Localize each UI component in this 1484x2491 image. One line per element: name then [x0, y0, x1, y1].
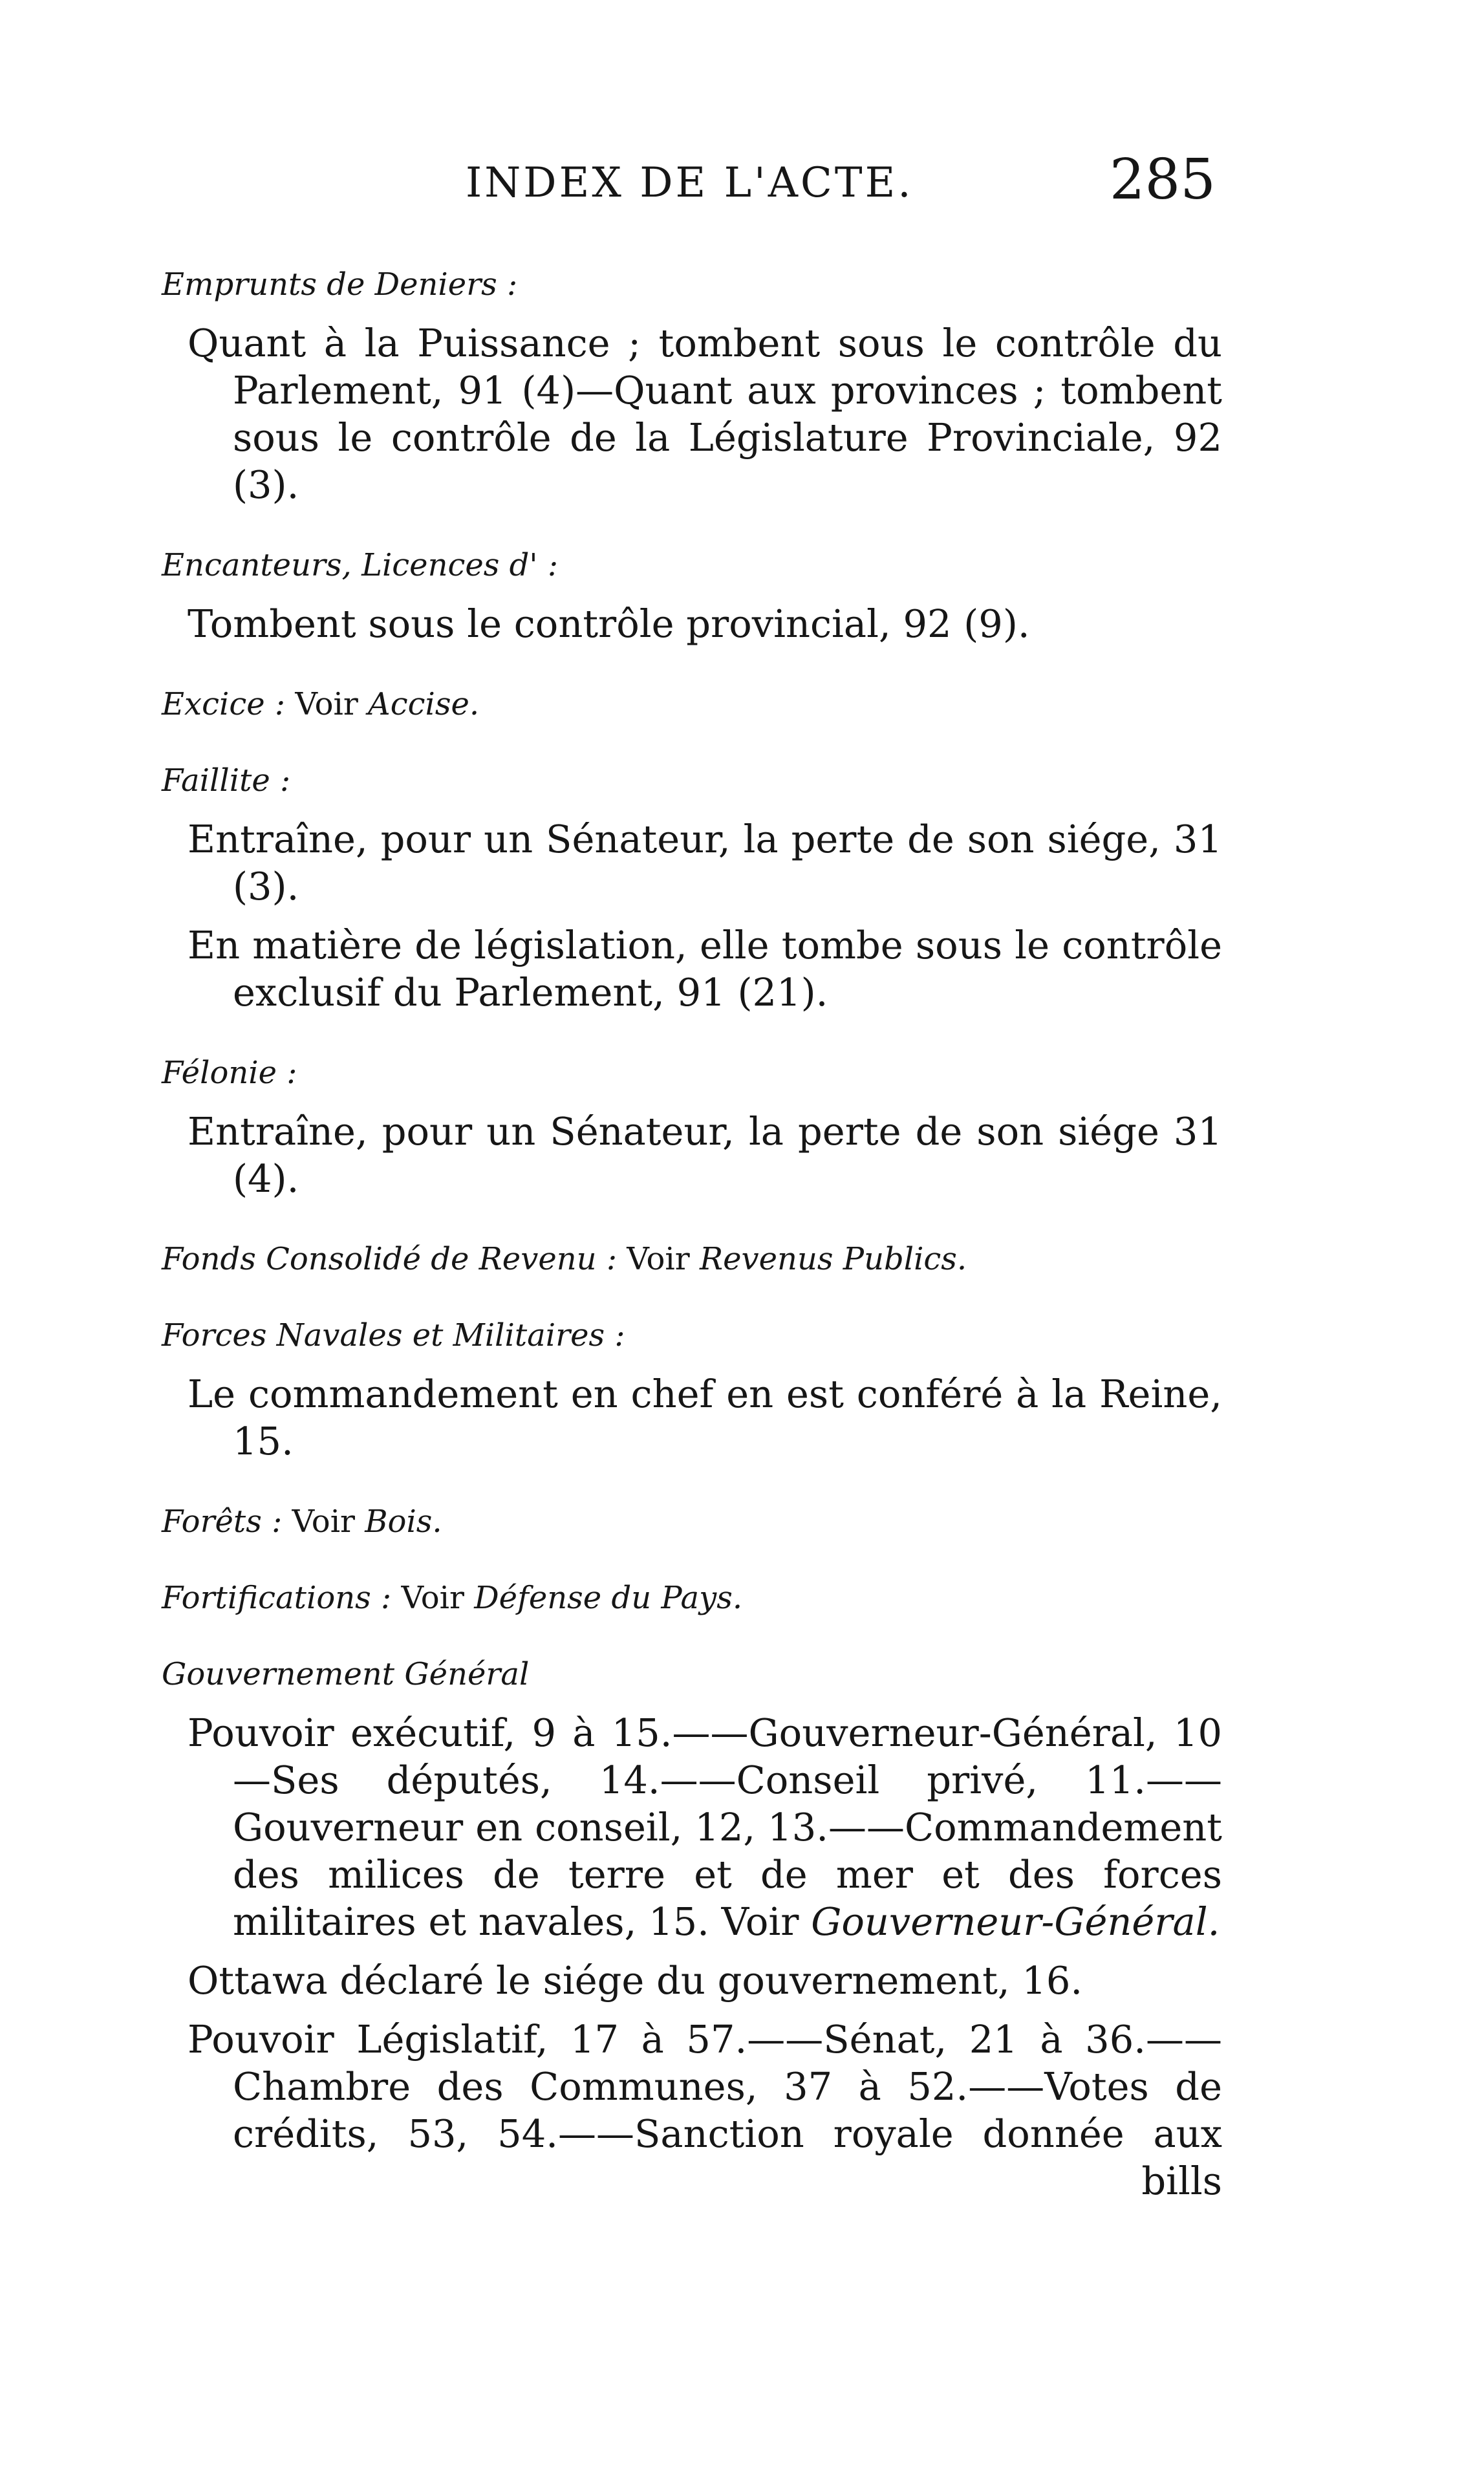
- entry-text: En matière de législation, elle tombe sous le contrôle exclusif du Parlement, 91 (21).: [188, 923, 1222, 1015]
- entry-text: Quant à la Puissance ; tombent sous le contrôle du Parlement, 91 (4)—Quant aux provinces ; tombent sous le contrôle de la Législature Provinciale, 92 (3).: [188, 321, 1222, 507]
- entry-heading: Gouvernement Général: [162, 1656, 530, 1692]
- entry-text: Entraîne, pour un Sénateur, la perte de son siége 31 (4).: [188, 1109, 1222, 1201]
- index-entry-felonie: [162, 1053, 1222, 1202]
- entry-heading-with-reference: [162, 1502, 1222, 1541]
- see-reference-prefix: Voir: [627, 1241, 690, 1277]
- entry-text: [162, 1709, 1222, 1945]
- entry-heading: Emprunts de Deniers :: [162, 266, 518, 303]
- see-reference-target: Bois.: [365, 1504, 442, 1540]
- see-reference-target: Défense du Pays.: [474, 1580, 743, 1616]
- see-reference-prefix: Voir: [292, 1504, 355, 1540]
- entry-heading: Encanteurs, Licences d' :: [162, 547, 559, 583]
- index-entry-forets: [162, 1502, 1222, 1541]
- index-entry-encanteurs: [162, 546, 1222, 647]
- entry-heading-with-reference: [162, 1240, 1222, 1278]
- see-reference-prefix: Voir: [401, 1580, 464, 1616]
- entry-text: Pouvoir Législatif, 17 à 57.——Sénat, 21 à 36.—— Chambre des Communes, 37 à 52.——Votes de crédits, 53, 54.——Sanction royale donnée aux bills: [188, 2017, 1222, 2203]
- index-entry-gouvernement-general: [162, 1655, 1222, 2205]
- see-reference-target: Accise.: [368, 686, 480, 722]
- entry-heading: Excice :: [162, 686, 286, 722]
- entry-text: Le commandement en chef en est conféré à la Reine, 15.: [188, 1372, 1222, 1463]
- entry-heading: Forces Navales et Militaires :: [162, 1317, 625, 1353]
- entry-heading: Félonie :: [162, 1055, 297, 1091]
- entry-heading: Fortifications :: [162, 1580, 392, 1616]
- entry-text: Entraîne, pour un Sénateur, la perte de son siége, 31 (3).: [188, 817, 1222, 909]
- entry-heading: Forêts :: [162, 1504, 283, 1540]
- see-reference-target: Revenus Publics.: [699, 1241, 967, 1277]
- index-entry-fortifications: [162, 1579, 1222, 1617]
- index-entry-forces-navales: [162, 1316, 1222, 1465]
- index-content: [162, 265, 1222, 2242]
- entry-text: Tombent sous le contrôle provincial, 92 (9).: [188, 601, 1030, 646]
- index-entry-fonds-consolide: [162, 1240, 1222, 1278]
- entry-text-main: Pouvoir exécutif, 9 à 15.——Gouverneur-Général, 10 —Ses députés, 14.——Conseil privé, 11.——Gouverneur en conseil, 12, 13.——Commandement des milices de terre et de mer et des forces militaires et navales, 15. Voir: [188, 1710, 1222, 1944]
- index-entry-excice: [162, 685, 1222, 724]
- index-entry-faillite: [162, 761, 1222, 1016]
- see-reference-target: Gouverneur-Général.: [811, 1899, 1220, 1944]
- entry-heading: Fonds Consolidé de Revenu :: [162, 1241, 617, 1277]
- see-reference-prefix: Voir: [295, 686, 358, 722]
- entry-text: Ottawa déclaré le siége du gouvernement, 16.: [188, 1958, 1083, 2003]
- entry-heading: Faillite :: [162, 762, 291, 799]
- entry-heading-with-reference: [162, 1579, 1222, 1617]
- index-entry-emprunts: [162, 265, 1222, 508]
- page-number: 285: [1109, 147, 1216, 212]
- entry-heading-with-reference: [162, 685, 1222, 724]
- page-header: [466, 147, 1216, 225]
- running-title: INDEX DE L'ACTE.: [466, 159, 914, 207]
